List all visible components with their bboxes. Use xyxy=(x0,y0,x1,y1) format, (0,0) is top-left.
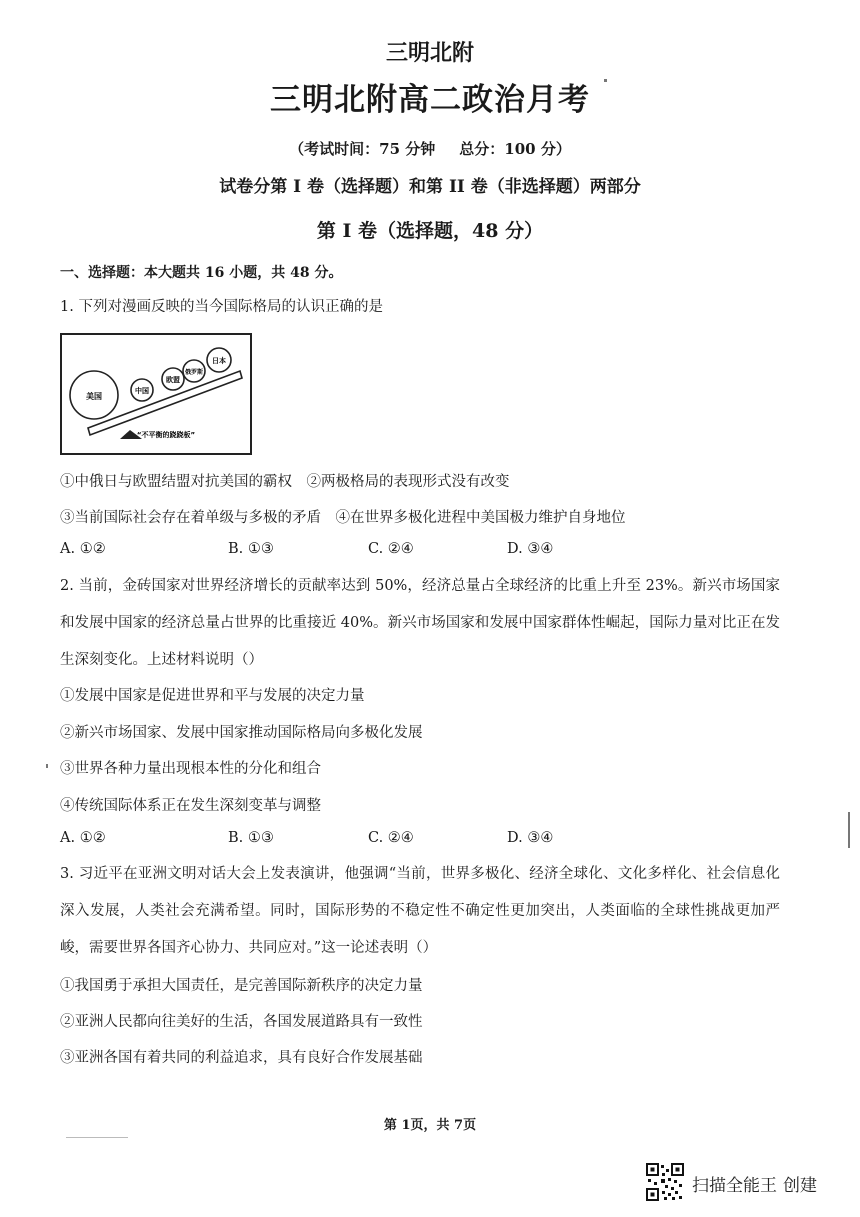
q2-choice-c: C. ②④ xyxy=(368,830,414,846)
qr-code-icon xyxy=(646,1163,684,1201)
q1-stem: 1. 下列对漫画反映的当今国际格局的认识正确的是 xyxy=(60,299,383,315)
q2-stem: 2. 当前，金砖国家对世界经济增长的贡献率达到 50%，经济总量占全球经济的比重上升至 23%。新兴市场国家和发展中国家的经济总量占世界的比重接近 40%。新兴市场国家和发展中国家群体性崛起，国际力量对比正在发生深刻变化。上述材料说明（） xyxy=(60,578,780,668)
exam-title: 三明北附高二政治月考 xyxy=(270,82,590,118)
ball-eu-label: 欧盟 xyxy=(166,376,180,384)
q3-option-1: ①我国勇于承担大国责任，是完善国际新秩序的决定力量 xyxy=(60,978,423,994)
q1-choice-c: C. ②④ xyxy=(368,541,414,557)
ball-russia-label: 俄罗斯 xyxy=(184,369,204,376)
q1-choice-d: D. ③④ xyxy=(507,541,554,557)
cartoon-image xyxy=(60,333,252,455)
q1-options-2: ③当前国际社会存在着单级与多极的矛盾 ④在世界多极化进程中美国极力维护自身地位 xyxy=(60,510,626,526)
ball-usa-label: 美国 xyxy=(86,392,102,401)
scanner-watermark xyxy=(692,1171,817,1196)
scan-speck xyxy=(848,812,850,848)
ball-japan-label: 日本 xyxy=(212,357,226,365)
volume-heading: 第 I 卷（选择题，48 分） xyxy=(316,220,544,242)
q1-choice-a: A. ①② xyxy=(60,541,106,557)
section-heading: 一、选择题：本大题共 16 小题，共 48 分。 xyxy=(60,265,343,281)
page-footer: 第 1页，共 7页 xyxy=(383,1118,477,1133)
scan-speck xyxy=(604,79,607,82)
q1-choice-b: B. ①③ xyxy=(228,541,274,557)
q2-choice-a: A. ①② xyxy=(60,830,106,846)
q2-option-3: ③世界各种力量出现根本性的分化和组合 xyxy=(60,761,321,777)
scan-speck xyxy=(46,764,48,768)
ball-china-label: 中国 xyxy=(135,387,149,395)
seesaw-cartoon xyxy=(62,335,250,453)
footer-rule xyxy=(66,1137,128,1138)
cartoon-caption: “不平衡的跷跷板” xyxy=(136,431,196,439)
q3-option-2: ②亚洲人民都向往美好的生活，各国发展道路具有一致性 xyxy=(60,1014,423,1030)
exam-score: 总分：100 分） xyxy=(459,140,571,158)
q2-option-2: ②新兴市场国家、发展中国家推动国际格局向多极化发展 xyxy=(60,725,423,741)
q2-option-1: ①发展中国家是促进世界和平与发展的决定力量 xyxy=(60,688,365,704)
exam-time: （考试时间：75 分钟 xyxy=(289,140,436,158)
school-name: 三明北附 xyxy=(385,40,474,66)
exam-info xyxy=(0,138,860,159)
watermark-action: 创建 xyxy=(783,1176,817,1196)
q3-stem: 3. 习近平在亚洲文明对话大会上发表演讲，他强调“当前，世界多极化、经济全球化、文化多样化、社会信息化深入发展，人类社会充满希望。同时，国际形势的不稳定性不确定性更加突出，人类面临的全球性挑战更加严峻，需要世界各国齐心协力、共同应对。”这一论述表明（） xyxy=(60,866,780,956)
q2-option-4: ④传统国际体系正在发生深刻变革与调整 xyxy=(60,798,321,814)
paper-structure: 试卷分第 I 卷（选择题）和第 II 卷（非选择题）两部分 xyxy=(219,177,641,197)
q2-choice-d: D. ③④ xyxy=(507,830,554,846)
q1-options-1: ①中俄日与欧盟结盟对抗美国的霸权 ②两极格局的表现形式没有改变 xyxy=(60,474,510,490)
watermark-app-name: 扫描全能王 xyxy=(692,1176,777,1196)
q2-choice-b: B. ①③ xyxy=(228,830,274,846)
q3-option-3: ③亚洲各国有着共同的利益追求，具有良好合作发展基础 xyxy=(60,1050,423,1066)
